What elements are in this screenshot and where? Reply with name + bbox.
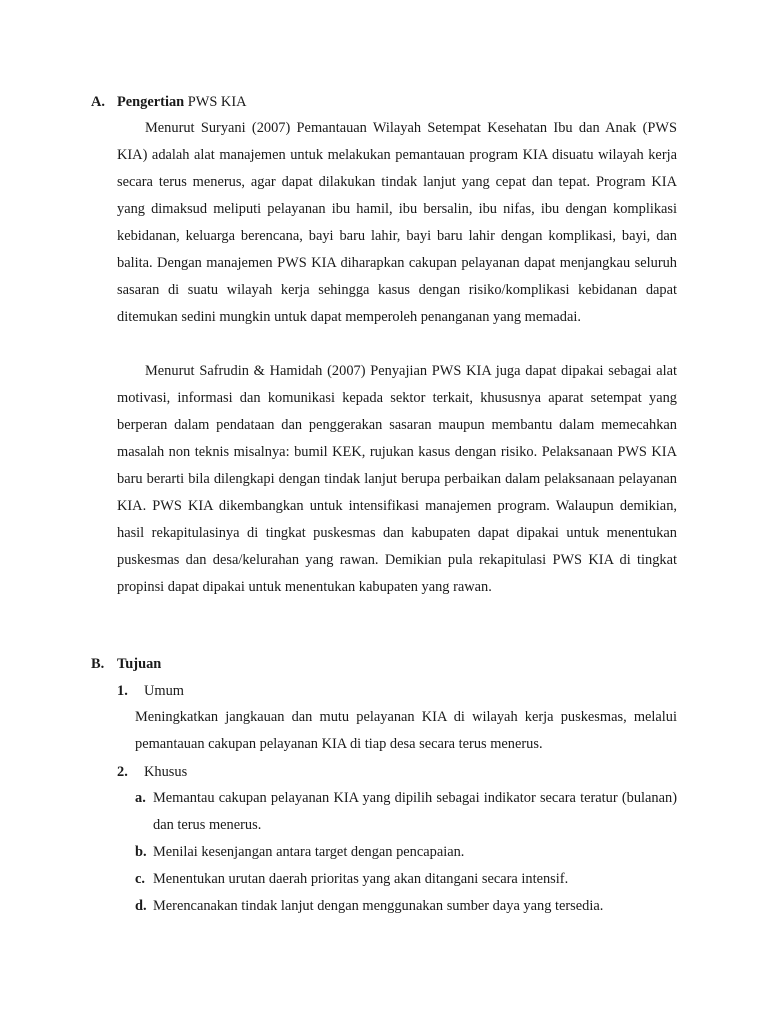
list-item-text: Memantau cakupan pelayanan KIA yang dipilih sebagai indikator secara teratur (bulanan) dan terus menerus. [153, 790, 677, 833]
subsection-khusus [117, 762, 187, 782]
list-item-text: Menentukan urutan daerah prioritas yang akan ditangani secara intensif. [153, 871, 569, 887]
list-item-marker: d. [135, 898, 147, 914]
subsection-umum-text: Meningkatkan jangkauan dan mutu pelayanan KIA di wilayah kerja puskesmas, melalui pemantauan cakupan pelayanan KIA di tiap desa secara terus menerus. [135, 709, 677, 752]
section-a-paragraph-2: Menurut Safrudin & Hamidah (2007) Penyajian PWS KIA juga dapat dipakai sebagai alat motivasi, informasi dan komunikasi kepada sektor terkait, khususnya aparat setempat yang berperan dalam pendataan dan penggerakan sasaran maupun membantu dalam memecahkan masalah non teknis misalnya: bumil KEK, rujukan kasus dengan risiko. Pelaksanaan PWS KIA baru berarti bila dilengkapi dengan tindak lanjut berupa perbaikan dalam pelaksanaan pelayanan KIA. PWS KIA dikembangkan untuk intensifikasi manajemen program. Walaupun demikian, hasil rekapitulasinya di tingkat puskesmas dan kabupaten dapat dipakai untuk menentukan puskesmas dan desa/kelurahan yang rawan. Demikian pula rekapitulasi PWS KIA di tingkat propinsi dapat dipakai untuk menentukan kabupaten yang rawan. [117, 363, 677, 595]
subsection-umum [117, 681, 184, 701]
list-item-text: Menilai kesenjangan antara target dengan pencapaian. [153, 844, 465, 860]
subsection-umum-number: 1. [117, 683, 128, 699]
section-b-title: Tujuan [117, 656, 162, 672]
list-item-marker: b. [135, 844, 147, 860]
section-b-heading [91, 654, 161, 674]
list-item-marker: a. [135, 790, 146, 806]
list-item-text: Merencanakan tindak lanjut dengan menggunakan sumber daya yang tersedia. [153, 898, 604, 914]
subsection-umum-label: Umum [144, 683, 184, 699]
list-item-d [135, 893, 677, 920]
section-a-title-rest: PWS KIA [184, 94, 247, 110]
list-item-a [135, 785, 677, 839]
list-item-marker: c. [135, 871, 145, 887]
section-a-letter: A. [91, 94, 105, 110]
list-item-b [135, 839, 677, 866]
subsection-khusus-label: Khusus [144, 764, 188, 780]
section-b-letter: B. [91, 656, 105, 672]
section-a-paragraph-1: Menurut Suryani (2007) Pemantauan Wilayah Setempat Kesehatan Ibu dan Anak (PWS KIA) adalah alat manajemen untuk melakukan pemantauan program KIA disuatu wilayah kerja secara terus menerus, agar dapat dilakukan tindak lanjut yang cepat dan tepat. Program KIA yang dimaksud meliputi pelayanan ibu hamil, ibu bersalin, ibu nifas, ibu dengan komplikasi kebidanan, keluarga berencana, bayi baru lahir, bayi baru lahir dengan komplikasi, bayi, dan balita. Dengan manajemen PWS KIA diharapkan cakupan pelayanan dapat menjangkau seluruh sasaran di suatu wilayah kerja sehingga kasus dengan risiko/komplikasi kebidanan dapat ditemukan sedini mungkin untuk dapat memperoleh penanganan yang memadai. [117, 120, 677, 325]
section-a-heading [91, 92, 247, 112]
subsection-khusus-number: 2. [117, 764, 128, 780]
list-item-c [135, 866, 677, 893]
section-a-title-bold: Pengertian [117, 94, 185, 110]
